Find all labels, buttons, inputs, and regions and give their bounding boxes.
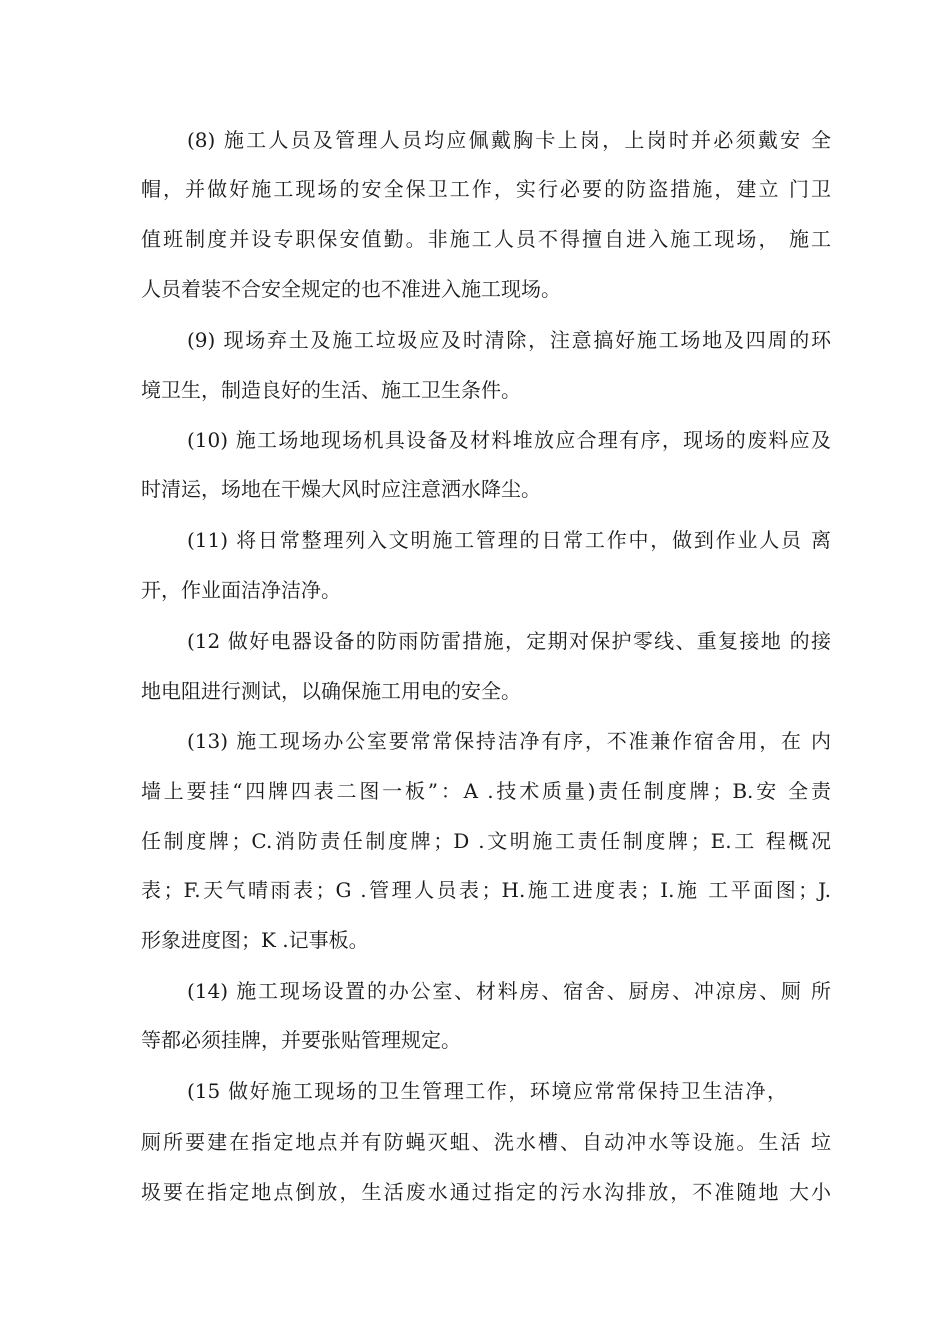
paragraph-14-line-1: (14) 施工现场设置的办公室、材料房、宿舍、厨房、冲凉房、厕 所 <box>187 979 831 1003</box>
paragraph-9-line-1: (9) 现场弃土及施工垃圾应及时清除，注意搞好施工场地及四周的环 <box>187 328 831 352</box>
paragraph-9-line-2: 境卫生，制造良好的生活、施工卫生条件。 <box>141 378 521 402</box>
paragraph-8-line-3: 值班制度并设专职保安值勤。非施工人员不得擅自进入施工现场， 施工 <box>141 227 831 251</box>
paragraph-13-line-4: 表；F.天气晴雨表；G .管理人员表；H.施工进度表；I.施 工平面图；J. <box>141 878 831 902</box>
paragraph-11-line-1: (11) 将日常整理列入文明施工管理的日常工作中，做到作业人员 离 <box>187 528 831 552</box>
paragraph-15-line-2: 厕所要建在指定地点并有防蝇灭蛆、洗水槽、自动冲水等设施。生活 垃 <box>141 1130 831 1154</box>
paragraph-10-line-1: (10) 施工场地现场机具设备及材料堆放应合理有序，现场的废料应及 <box>187 428 831 452</box>
paragraph-8-line-4: 人员着装不合安全规定的也不准进入施工现场。 <box>141 277 561 301</box>
paragraph-8-line-1: (8) 施工人员及管理人员均应佩戴胸卡上岗，上岗时并必须戴安 全 <box>187 128 831 152</box>
paragraph-15-line-1: (15 做好施工现场的卫生管理工作，环境应常常保持卫生洁净， <box>187 1079 787 1103</box>
paragraph-10-line-2: 时清运，场地在干燥大风时应注意洒水降尘。 <box>141 477 541 501</box>
paragraph-13-line-5: 形象进度图；K .记事板。 <box>141 928 369 952</box>
paragraph-11-line-2: 开，作业面洁净洁净。 <box>141 578 341 602</box>
paragraph-15-line-3: 圾要在指定地点倒放，生活废水通过指定的污水沟排放，不准随地 大小 <box>141 1180 831 1204</box>
paragraph-12-line-1: (12 做好电器设备的防雨防雷措施，定期对保护零线、重复接地 的接 <box>187 629 831 653</box>
paragraph-12-line-2: 地电阻进行测试，以确保施工用电的安全。 <box>141 679 521 703</box>
paragraph-8-line-2: 帽，并做好施工现场的安全保卫工作，实行必要的防盗措施，建立 门卫 <box>141 177 831 201</box>
paragraph-13-line-2: 墙上要挂“四牌四表二图一板”：A .技术质量)责任制度牌；B.安 全责 <box>141 779 831 803</box>
paragraph-14-line-2: 等都必须挂牌，并要张贴管理规定。 <box>141 1028 461 1052</box>
paragraph-13-line-3: 任制度牌；C.消防责任制度牌；D .文明施工责任制度牌；E.工 程概况 <box>141 829 831 853</box>
paragraph-13-line-1: (13) 施工现场办公室要常常保持洁净有序，不准兼作宿舍用，在 内 <box>187 729 831 753</box>
